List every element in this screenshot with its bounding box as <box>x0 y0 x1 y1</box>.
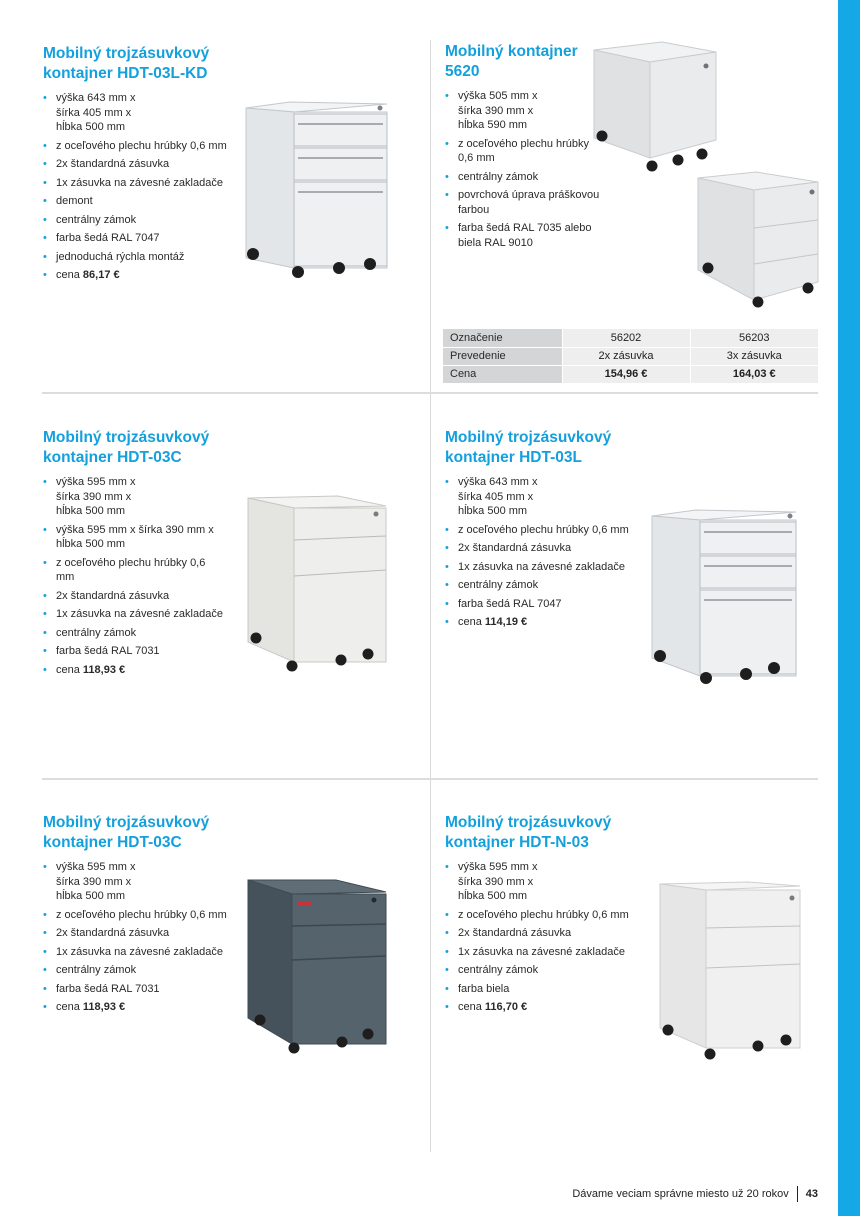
spec-item: • z oceľového plechu hrúbky 0,6 mm <box>445 908 635 923</box>
product-hdt-03c-light <box>43 428 223 681</box>
side-accent-stripe <box>838 0 860 1216</box>
table-cell: 164,03 € <box>690 365 818 383</box>
spec-item: • farba šedá RAL 7047 <box>445 597 635 612</box>
cabinet-hdt-03l-image <box>650 508 800 688</box>
table-cell: 56203 <box>690 329 818 347</box>
row-label: Cena <box>443 365 562 383</box>
spec-price: • cena 114,19 € <box>445 615 635 630</box>
spec-item: • z oceľového plechu hrúbky 0,6 mm <box>43 908 243 923</box>
spec-item: • 2x štandardná zásuvka <box>43 926 243 941</box>
spec-item: • z oceľového plechu hrúbky 0,6 mm <box>43 556 223 585</box>
product-title: Mobilný trojzásuvkový kontajner HDT-03C <box>43 814 210 851</box>
cabinet-hdt-03c-dark-image <box>246 878 392 1058</box>
footer-separator <box>797 1186 798 1202</box>
table-cell: 3x zásuvka <box>690 347 818 365</box>
spec-item: • 1x zásuvka na závesné zakladače <box>43 176 243 191</box>
spec-dimensions: • výška 595 mm x šírka 390 mm x hĺbka 500 mm <box>43 475 223 519</box>
spec-list <box>43 860 243 1015</box>
product-title: Mobilný trojzásuvkový kontajner HDT-03L <box>445 429 612 466</box>
product-title: Mobilný trojzásuvkový kontajner HDT-N-03 <box>445 814 612 851</box>
spec-item: • farba šedá RAL 7035 alebo biela RAL 9010 <box>445 221 600 250</box>
spec-item: • centrálny zámok <box>43 963 243 978</box>
product-hdt-03c-dark <box>43 813 243 1019</box>
table-row <box>443 365 818 383</box>
row-divider-2 <box>42 778 818 780</box>
spec-item: • centrálny zámok <box>445 963 635 978</box>
product-hdt-n-03 <box>445 813 635 1019</box>
table-cell: 2x zásuvka <box>562 347 690 365</box>
spec-item: • 1x zásuvka na závesné zakladače <box>43 607 223 622</box>
spec-list <box>43 475 223 677</box>
spec-dimensions: • výška 595 mm x šírka 390 mm x hĺbka 500 mm <box>43 860 243 904</box>
table-cell: 154,96 € <box>562 365 690 383</box>
spec-dimensions: • výška 643 mm x šírka 405 mm x hĺbka 500 mm <box>445 475 635 519</box>
spec-list <box>445 860 635 1015</box>
product-5620 <box>445 42 600 254</box>
table-cell: 56202 <box>562 329 690 347</box>
product-title: Mobilný trojzásuvkový kontajner HDT-03L-KD <box>43 45 210 82</box>
variant-table <box>443 329 818 384</box>
spec-item: • centrálny zámok <box>445 170 600 185</box>
spec-dimensions: • výška 643 mm x šírka 405 mm x hĺbka 500 mm <box>43 91 243 135</box>
spec-item: • z oceľového plechu hrúbky 0,6 mm <box>445 523 635 538</box>
table-row <box>443 329 818 347</box>
page-number: 43 <box>805 1188 818 1200</box>
row-label: Označenie <box>443 329 562 347</box>
spec-item: • 2x štandardná zásuvka <box>445 926 635 941</box>
spec-list <box>445 89 600 250</box>
product-title: Mobilný trojzásuvkový kontajner HDT-03C <box>43 429 210 466</box>
table-row <box>443 347 818 365</box>
spec-item: • výška 595 mm x šírka 390 mm x hĺbka 500 mm <box>43 523 223 552</box>
spec-item: • 2x štandardná zásuvka <box>43 157 243 172</box>
cabinet-hdt-03l-kd-image <box>244 100 390 280</box>
spec-item: • 2x štandardná zásuvka <box>445 541 635 556</box>
spec-item: • farba šedá RAL 7047 <box>43 231 243 246</box>
product-title: Mobilný kontajner 5620 <box>445 43 578 80</box>
spec-item: • jednoduchá rýchla montáž <box>43 250 243 265</box>
spec-price: • cena 86,17 € <box>43 268 243 283</box>
spec-item: • povrchová úprava práškovou farbou <box>445 188 600 217</box>
row-divider-1 <box>42 392 818 394</box>
spec-item: • z oceľového plechu hrúbky 0,6 mm <box>445 137 600 166</box>
cabinet-5620-3-drawer-image <box>696 170 822 310</box>
spec-item: • farba šedá RAL 7031 <box>43 644 223 659</box>
cabinet-hdt-n-03-image <box>658 880 804 1062</box>
spec-item: • centrálny zámok <box>43 626 223 641</box>
spec-item: • z oceľového plechu hrúbky 0,6 mm <box>43 139 243 154</box>
spec-item: • 1x zásuvka na závesné zakladače <box>445 945 635 960</box>
spec-dimensions: • výška 505 mm x šírka 390 mm x hĺbka 590 mm <box>445 89 600 133</box>
spec-item: • centrálny zámok <box>445 578 635 593</box>
spec-item: • farba šedá RAL 7031 <box>43 982 243 997</box>
column-divider <box>430 40 431 1152</box>
spec-item: • 1x zásuvka na závesné zakladače <box>43 945 243 960</box>
spec-item: • farba biela <box>445 982 635 997</box>
cabinet-hdt-03c-light-image <box>246 494 392 674</box>
spec-item: • 2x štandardná zásuvka <box>43 589 223 604</box>
spec-price: • cena 116,70 € <box>445 1000 635 1015</box>
spec-price: • cena 118,93 € <box>43 663 223 678</box>
spec-item: • demont <box>43 194 243 209</box>
page-footer <box>572 1186 818 1202</box>
spec-item: • 1x zásuvka na závesné zakladače <box>445 560 635 575</box>
spec-list <box>445 475 635 630</box>
spec-list <box>43 91 243 283</box>
spec-dimensions: • výška 595 mm x šírka 390 mm x hĺbka 500 mm <box>445 860 635 904</box>
row-label: Prevedenie <box>443 347 562 365</box>
spec-price: • cena 118,93 € <box>43 1000 243 1015</box>
cabinet-5620-2-drawer-image <box>592 40 720 172</box>
footer-slogan: Dávame veciam správne miesto už 20 rokov <box>572 1188 789 1200</box>
product-hdt-03l-kd <box>43 44 243 287</box>
product-hdt-03l <box>445 428 635 634</box>
spec-item: • centrálny zámok <box>43 213 243 228</box>
